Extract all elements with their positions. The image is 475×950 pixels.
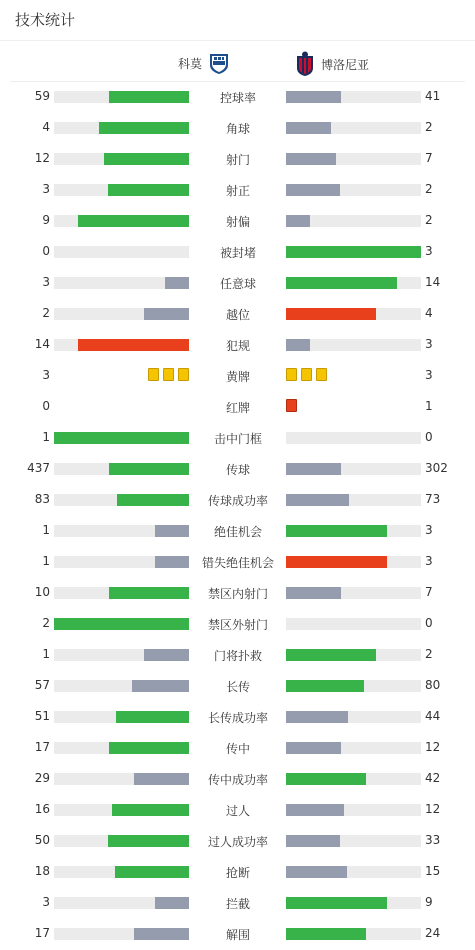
away-bar-track xyxy=(286,680,421,692)
stat-row xyxy=(0,918,475,949)
away-value: 14 xyxy=(425,275,441,289)
stat-label: 长传成功率 xyxy=(207,711,268,725)
home-bar-track xyxy=(54,277,189,289)
home-bar xyxy=(109,91,189,103)
stat-row xyxy=(0,856,475,887)
home-bar-track xyxy=(54,680,189,692)
away-bar xyxy=(286,556,387,568)
away-bar xyxy=(286,804,344,816)
home-team[interactable] xyxy=(178,51,230,75)
stat-row xyxy=(0,267,475,298)
stat-row xyxy=(0,484,475,515)
away-bar-track xyxy=(286,246,421,258)
home-value: 10 xyxy=(34,585,50,599)
home-bar-track xyxy=(54,246,189,258)
away-value: 41 xyxy=(425,89,441,103)
home-value: 1 xyxy=(42,647,50,661)
stat-row xyxy=(0,360,475,391)
away-bar xyxy=(286,897,387,909)
stat-row xyxy=(0,670,475,701)
stat-label: 禁区内射门 xyxy=(207,587,268,601)
home-value: 59 xyxy=(34,89,50,103)
away-bar xyxy=(286,525,387,537)
away-value: 2 xyxy=(425,213,433,227)
away-bar xyxy=(286,680,364,692)
stat-label: 过人成功率 xyxy=(207,835,268,849)
stat-row xyxy=(0,236,475,267)
home-bar xyxy=(78,339,189,351)
away-bar-track xyxy=(286,432,421,444)
stat-row xyxy=(0,887,475,918)
stat-label: 解围 xyxy=(225,928,250,942)
home-bar-track xyxy=(54,618,189,630)
stat-label: 传中 xyxy=(225,742,250,756)
home-bar xyxy=(115,866,189,878)
stat-row xyxy=(0,143,475,174)
home-value: 1 xyxy=(42,430,50,444)
home-bar-track xyxy=(54,711,189,723)
stat-label: 抢断 xyxy=(225,866,250,880)
away-bar xyxy=(286,835,340,847)
stat-label: 传球成功率 xyxy=(207,494,268,508)
stat-row xyxy=(0,546,475,577)
away-value: 7 xyxy=(425,585,433,599)
home-value: 57 xyxy=(34,678,50,692)
home-value: 9 xyxy=(42,213,50,227)
home-value: 29 xyxy=(34,771,50,785)
home-value: 83 xyxy=(34,492,50,506)
away-bar-track xyxy=(286,494,421,506)
away-value: 302 xyxy=(425,461,448,475)
home-bar-track xyxy=(54,432,189,444)
away-bar xyxy=(286,773,366,785)
stat-label: 错失绝佳机会 xyxy=(201,556,274,570)
home-value: 1 xyxy=(42,554,50,568)
home-team-name: 科莫 xyxy=(177,56,202,71)
stats-list xyxy=(0,81,475,949)
stat-row xyxy=(0,763,475,794)
away-bar xyxy=(286,246,421,258)
away-team[interactable] xyxy=(295,51,369,77)
stat-label: 拦截 xyxy=(225,897,250,911)
home-bar xyxy=(108,835,189,847)
home-value: 4 xyxy=(42,120,50,134)
home-bar-track xyxy=(54,91,189,103)
away-value: 3 xyxy=(425,554,433,568)
away-bar xyxy=(286,866,347,878)
away-team-crest-icon xyxy=(295,51,315,77)
home-value: 17 xyxy=(34,740,50,754)
stat-label: 过人 xyxy=(225,804,250,818)
away-value: 12 xyxy=(425,740,441,754)
stat-row xyxy=(0,391,475,422)
home-value: 51 xyxy=(34,709,50,723)
away-bar xyxy=(286,494,349,506)
away-bar-track xyxy=(286,184,421,196)
away-value: 9 xyxy=(425,895,433,909)
home-bar-track xyxy=(54,463,189,475)
stat-label: 长传 xyxy=(225,680,250,694)
away-value: 80 xyxy=(425,678,441,692)
stat-label: 控球率 xyxy=(219,91,256,105)
away-bar xyxy=(286,711,348,723)
stat-label: 射门 xyxy=(225,153,250,167)
home-value: 50 xyxy=(34,833,50,847)
away-value: 4 xyxy=(425,306,433,320)
teams-header xyxy=(10,41,465,82)
away-value: 1 xyxy=(425,399,433,413)
home-cards xyxy=(148,368,189,381)
away-value: 73 xyxy=(425,492,441,506)
stat-label: 角球 xyxy=(225,122,250,136)
home-bar-track xyxy=(54,897,189,909)
home-value: 1 xyxy=(42,523,50,537)
home-bar-track xyxy=(54,215,189,227)
home-bar xyxy=(117,494,189,506)
home-team-crest-icon xyxy=(208,51,230,75)
page-title: 技术统计 xyxy=(15,11,76,29)
away-cards xyxy=(286,399,297,412)
home-bar-track xyxy=(54,153,189,165)
yellow-card-icon xyxy=(286,368,297,381)
stat-label: 传球 xyxy=(225,463,250,477)
away-bar-track xyxy=(286,215,421,227)
away-bar-track xyxy=(286,525,421,537)
yellow-card-icon xyxy=(178,368,189,381)
home-bar xyxy=(165,277,189,289)
stat-label: 射正 xyxy=(225,184,250,198)
yellow-card-icon xyxy=(148,368,159,381)
away-bar xyxy=(286,153,336,165)
stat-row xyxy=(0,515,475,546)
away-bar-track xyxy=(286,277,421,289)
home-bar-track xyxy=(54,928,189,940)
away-bar xyxy=(286,122,331,134)
home-value: 12 xyxy=(34,151,50,165)
stat-label: 禁区外射门 xyxy=(207,618,268,632)
stat-row xyxy=(0,453,475,484)
home-value: 0 xyxy=(42,244,50,258)
stat-label: 犯规 xyxy=(225,339,250,353)
home-value: 17 xyxy=(34,926,50,940)
away-bar-track xyxy=(286,339,421,351)
stat-label: 越位 xyxy=(225,308,250,322)
home-bar-track xyxy=(54,122,189,134)
stat-row xyxy=(0,422,475,453)
home-value: 3 xyxy=(42,182,50,196)
stat-row xyxy=(0,794,475,825)
away-bar-track xyxy=(286,153,421,165)
home-bar-track xyxy=(54,742,189,754)
home-value: 2 xyxy=(42,616,50,630)
yellow-card-icon xyxy=(163,368,174,381)
red-card-icon xyxy=(286,399,297,412)
home-value: 18 xyxy=(34,864,50,878)
away-value: 2 xyxy=(425,120,433,134)
home-bar xyxy=(54,432,189,444)
away-value: 0 xyxy=(425,430,433,444)
stat-row xyxy=(0,577,475,608)
home-bar xyxy=(108,184,189,196)
away-bar xyxy=(286,742,341,754)
home-bar xyxy=(116,711,189,723)
home-bar xyxy=(112,804,189,816)
stat-row xyxy=(0,174,475,205)
home-bar xyxy=(144,649,189,661)
away-value: 2 xyxy=(425,182,433,196)
away-bar-track xyxy=(286,866,421,878)
away-bar-track xyxy=(286,649,421,661)
home-bar-track xyxy=(54,649,189,661)
home-value: 0 xyxy=(42,399,50,413)
away-value: 12 xyxy=(425,802,441,816)
away-value: 7 xyxy=(425,151,433,165)
home-bar xyxy=(144,308,189,320)
home-bar xyxy=(104,153,189,165)
stat-label: 射偏 xyxy=(225,215,250,229)
away-bar-track xyxy=(286,804,421,816)
home-value: 16 xyxy=(34,802,50,816)
home-bar-track xyxy=(54,525,189,537)
away-bar-track xyxy=(286,556,421,568)
away-bar xyxy=(286,587,341,599)
away-bar-track xyxy=(286,897,421,909)
home-bar xyxy=(99,122,189,134)
away-bar xyxy=(286,308,376,320)
home-bar-track xyxy=(54,494,189,506)
home-bar-track xyxy=(54,835,189,847)
stat-row xyxy=(0,205,475,236)
away-value: 42 xyxy=(425,771,441,785)
away-value: 3 xyxy=(425,368,433,382)
stat-row xyxy=(0,298,475,329)
away-bar xyxy=(286,277,397,289)
home-bar xyxy=(54,618,189,630)
stat-row xyxy=(0,608,475,639)
away-bar xyxy=(286,463,341,475)
stat-row xyxy=(0,81,475,112)
away-cards xyxy=(286,368,327,381)
away-bar-track xyxy=(286,711,421,723)
away-bar xyxy=(286,928,366,940)
away-bar-track xyxy=(286,463,421,475)
away-bar-track xyxy=(286,587,421,599)
away-value: 0 xyxy=(425,616,433,630)
stat-row xyxy=(0,112,475,143)
away-value: 3 xyxy=(425,244,433,258)
stat-row xyxy=(0,825,475,856)
home-value: 14 xyxy=(34,337,50,351)
home-bar xyxy=(78,215,189,227)
home-value: 3 xyxy=(42,895,50,909)
stat-row xyxy=(0,701,475,732)
home-bar-track xyxy=(54,184,189,196)
home-bar-track xyxy=(54,308,189,320)
header xyxy=(0,0,475,41)
stat-label: 绝佳机会 xyxy=(213,525,262,539)
home-bar xyxy=(134,928,189,940)
home-bar xyxy=(155,525,189,537)
away-bar xyxy=(286,339,310,351)
stat-row xyxy=(0,329,475,360)
home-bar xyxy=(132,680,189,692)
away-bar xyxy=(286,184,340,196)
away-value: 2 xyxy=(425,647,433,661)
away-value: 3 xyxy=(425,337,433,351)
home-bar-track xyxy=(54,587,189,599)
away-bar-track xyxy=(286,928,421,940)
yellow-card-icon xyxy=(316,368,327,381)
home-bar xyxy=(109,463,189,475)
home-bar xyxy=(155,897,189,909)
home-bar xyxy=(155,556,189,568)
home-bar-track xyxy=(54,866,189,878)
away-team-name: 博洛尼亚 xyxy=(321,57,370,72)
away-value: 33 xyxy=(425,833,441,847)
home-value: 3 xyxy=(42,368,50,382)
home-value: 437 xyxy=(27,461,50,475)
home-bar xyxy=(109,587,189,599)
away-value: 44 xyxy=(425,709,441,723)
home-bar xyxy=(134,773,189,785)
home-bar-track xyxy=(54,339,189,351)
away-bar xyxy=(286,215,310,227)
home-bar-track xyxy=(54,556,189,568)
away-value: 24 xyxy=(425,926,441,940)
away-bar xyxy=(286,91,341,103)
stat-label: 传中成功率 xyxy=(207,773,268,787)
away-bar-track xyxy=(286,91,421,103)
home-bar-track xyxy=(54,804,189,816)
stat-row xyxy=(0,732,475,763)
away-bar-track xyxy=(286,773,421,785)
stat-label: 被封堵 xyxy=(219,246,256,260)
away-bar xyxy=(286,649,376,661)
stat-label: 门将扑救 xyxy=(213,649,262,663)
away-bar-track xyxy=(286,308,421,320)
stat-label: 击中门框 xyxy=(213,432,262,446)
home-bar-track xyxy=(54,773,189,785)
stat-label: 红牌 xyxy=(225,401,250,415)
away-bar-track xyxy=(286,835,421,847)
stat-label: 任意球 xyxy=(219,277,256,291)
away-bar-track xyxy=(286,742,421,754)
away-value: 15 xyxy=(425,864,441,878)
away-value: 3 xyxy=(425,523,433,537)
away-bar-track xyxy=(286,618,421,630)
away-bar-track xyxy=(286,122,421,134)
yellow-card-icon xyxy=(301,368,312,381)
home-value: 3 xyxy=(42,275,50,289)
home-bar xyxy=(109,742,189,754)
stat-label: 黄牌 xyxy=(225,370,250,384)
stat-row xyxy=(0,639,475,670)
home-value: 2 xyxy=(42,306,50,320)
